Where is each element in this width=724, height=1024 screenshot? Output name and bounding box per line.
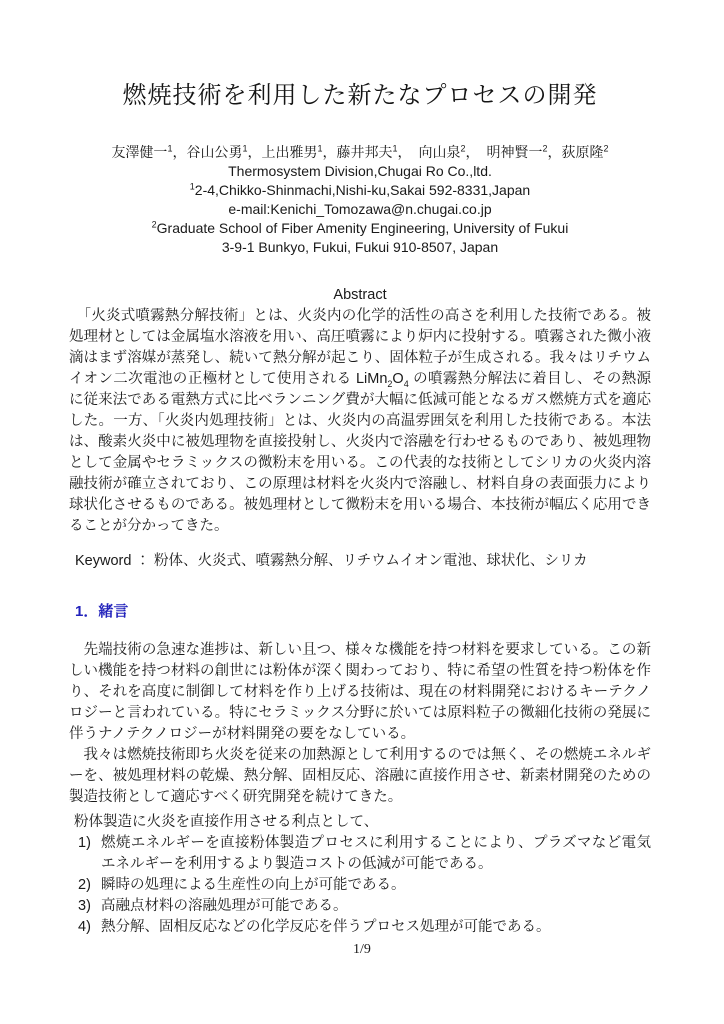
keyword-list: 粉体、火炎式、噴霧熱分解、リチウムイオン電池、球状化、シリカ <box>149 553 588 569</box>
abstract-text-post: の噴霧熱分解法に着目し、その熱源に従来法である電熱方式に比べランニング費が大幅に低減可能となるガス燃焼方式を適応した。一方、「火炎内処理技術」とは、火炎内の高温雰囲気を利用した技術である。本法は、酸素火炎中に被処理物を直接投射し、火炎内で溶融を行わせるものであり、被処理物として金属やセラミックスの微粉末を用いる。この代表的な技術としてシリカの火炎内溶融技術が確立されており、この原理は材料を火炎内で溶融し、材料自身の表面張力により球状化させるものである。被処理材として微粉末を用いる場合、本技術が幅広く応用できることが分かってきた。 <box>69 371 652 534</box>
list-item-text: 瞬時の処理による生産性の向上が可能である。 <box>101 877 406 893</box>
author-separator: ， <box>247 144 262 160</box>
author-separator: ， <box>465 144 487 160</box>
list-item <box>69 875 651 896</box>
section-heading-introduction: 1．緒言 <box>75 603 129 620</box>
list-item-text: 熱分解、固相反応などの化学反応を伴うプロセス処理が可能である。 <box>101 919 551 935</box>
list-item-text: 燃焼エネルギーを直接粉体製造プロセスに利用することにより、プラズマなど電気エネルギーを利用するより製造コストの低減が可能である。 <box>101 835 651 872</box>
affiliation-mark: 2 <box>151 219 157 230</box>
affiliation-line <box>69 181 651 200</box>
affiliation-text: Graduate School of Fiber Amenity Engineering, University of Fukui <box>156 220 569 236</box>
author-name: 谷山公勇 <box>186 144 243 160</box>
introduction-paragraph-2: 我々は燃焼技術即ち火炎を従来の加熱源として利用するのでは無く、その燃焼エネルギーを、被処理材料の乾燥、熱分解、固相反応、溶融に直接作用させ、新素材開発のための製造技術として適応すべく研究開発を続けてきた。 <box>69 747 651 805</box>
author-name: 明神賢一 <box>486 144 543 160</box>
formula-subscript: 4 <box>403 378 409 389</box>
abstract-text-pre: 「火炎式噴霧熱分解技術」とは、火炎内の化学的活性の高さを利用した技術である。被処理材としては金属塩水溶液を用い、高圧噴霧により炉内に投射する。噴霧された微小液滴はまず溶媒が蒸発し、続いて熱分解が起こり、固体粒子が生成される。我々はリチウムイオン二次電池の正極材として使用される <box>69 308 651 387</box>
author-name: 上出雅男 <box>261 144 318 160</box>
chemical-formula <box>356 371 409 387</box>
author-affiliation-mark: 1 <box>242 143 248 154</box>
affiliation-text: 3-9-1 Bunkyo, Fukui, Fukui 910-8507, Japan <box>221 239 499 255</box>
author-affiliation-mark: 2 <box>542 143 548 154</box>
introduction-paragraph-1: 先端技術の急速な進捗は、新しい且つ、様々な機能を持つ材料を要求している。この新しい機能を持つ材料の創世には粉体が深く関わっており、特に希望の性質を持つ粉体を作り、それを高度に制御して材料を作り上げる技術は、現在の材料開発におけるキーテクノロジーと言われている。特にセラミックス分野に於いては原料粒子の微細化技術の発展に伴うナノテクノロジーが材料開発の要をなしている。 <box>69 642 651 742</box>
author-separator: ， <box>172 144 187 160</box>
list-item <box>69 833 651 875</box>
advantages-list-intro: 粉体製造に火炎を直接作用させる利点として、 <box>74 814 379 830</box>
author-name: 藤井邦夫 <box>336 144 393 160</box>
abstract-heading: Abstract <box>333 287 387 303</box>
advantages-list <box>69 833 651 938</box>
author-name: 荻原隆 <box>561 144 604 160</box>
affiliation-text: Thermosystem Division,Chugai Ro Co.,ltd. <box>228 163 492 179</box>
formula-base: LiMn <box>355 371 388 387</box>
keyword-line <box>69 551 651 572</box>
affiliation-mark: 1 <box>189 181 195 192</box>
formula-subscript: 2 <box>387 378 393 389</box>
author-separator: ， <box>397 144 419 160</box>
email-text: e-mail:Kenichi_Tomozawa@n.chugai.co.jp <box>228 201 492 217</box>
email-line <box>69 200 651 219</box>
author-affiliation-mark: 2 <box>460 143 466 154</box>
page-number: 1/9 <box>353 942 371 957</box>
affiliation-text: 2-4,Chikko-Shinmachi,Nishi-ku,Sakai 592-8331,Japan <box>194 182 531 198</box>
author-name: 向山泉 <box>418 144 461 160</box>
affiliations-block <box>69 162 651 257</box>
author-affiliation-mark: 2 <box>603 143 609 154</box>
author-affiliation-mark: 1 <box>317 143 323 154</box>
list-item-text: 高融点材料の溶融処理が可能である。 <box>101 898 348 914</box>
list-item-marker: 4) <box>78 919 91 935</box>
list-item-marker: 3) <box>78 898 91 914</box>
list-item-marker: 2) <box>78 877 91 893</box>
authors-line <box>69 142 651 162</box>
list-item <box>69 917 651 938</box>
author-affiliation-mark: 1 <box>392 143 398 154</box>
author-separator: ， <box>547 144 562 160</box>
affiliation-line <box>69 238 651 257</box>
formula-base: O <box>392 371 404 387</box>
author-name: 友澤健一 <box>111 144 168 160</box>
affiliation-line <box>69 162 651 181</box>
page-content <box>69 0 651 938</box>
author-separator: ， <box>322 144 337 160</box>
list-item-marker: 1) <box>78 835 91 851</box>
paper-title: 燃焼技術を利用した新たなプロセスの開発 <box>122 82 598 109</box>
affiliation-line <box>69 219 651 238</box>
abstract-body <box>69 306 651 537</box>
keyword-label: Keyword ： <box>75 553 150 569</box>
list-item <box>69 896 651 917</box>
author-affiliation-mark: 1 <box>167 143 173 154</box>
